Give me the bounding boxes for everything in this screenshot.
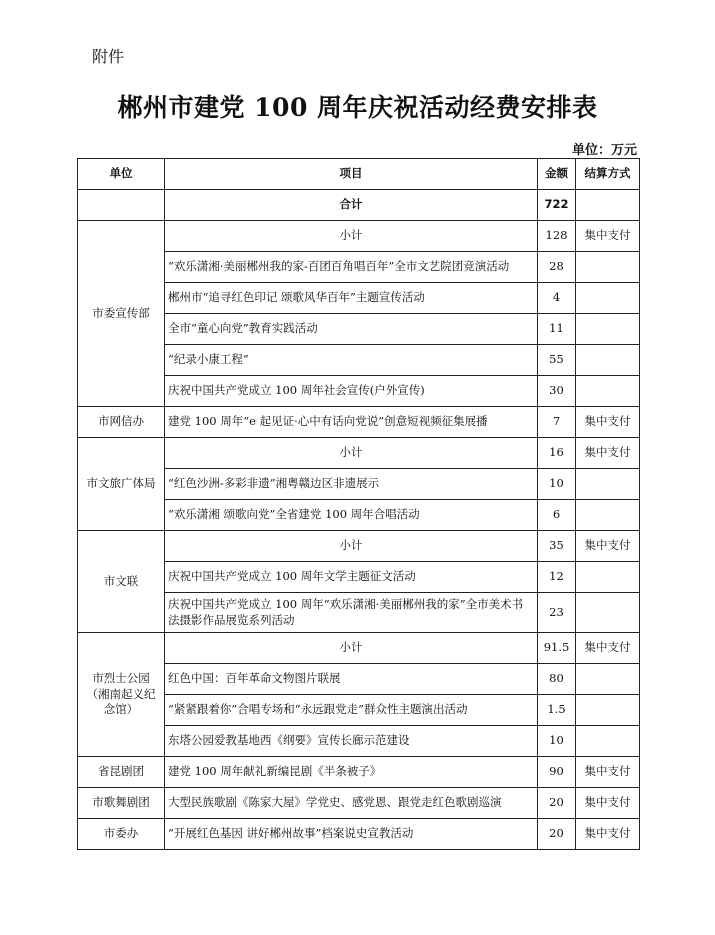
amount-cell: 6 [538, 500, 576, 531]
subtotal-amount: 16 [538, 438, 576, 469]
subtotal-amount: 91.5 [538, 633, 576, 664]
amount-cell: 7 [538, 407, 576, 438]
amount-cell: 90 [538, 757, 576, 788]
settlement-cell: 集中支付 [576, 788, 640, 819]
settlement-cell [576, 593, 640, 633]
unit-label: 单位：万元 [571, 143, 637, 158]
project-cell: 庆祝中国共产党成立 100 周年文学主题征文活动 [165, 562, 538, 593]
project-cell: 建党 100 周年“e 起见证·心中有话向党说”创意短视频征集展播 [165, 407, 538, 438]
project-cell: 庆祝中国共产党成立 100 周年社会宣传(户外宣传) [165, 376, 538, 407]
settlement-cell [576, 664, 640, 695]
project-cell: “欢乐潇湘·美丽郴州我的家-百团百角唱百年”全市文艺院团竞演活动 [165, 252, 538, 283]
dept-cell: 市委宣传部 [78, 221, 165, 407]
project-cell: 大型民族歌剧《陈家大屋》学党史、感党恩、跟党走红色歌剧巡演 [165, 788, 538, 819]
dept-cell: 市烈士公园（湘南起义纪念馆） [78, 633, 165, 757]
project-cell: “开展红色基因 讲好郴州故事”档案说史宣教活动 [165, 819, 538, 850]
amount-cell: 55 [538, 345, 576, 376]
amount-cell: 28 [538, 252, 576, 283]
subtotal-amount: 35 [538, 531, 576, 562]
subtotal-row [78, 221, 640, 252]
amount-cell: 80 [538, 664, 576, 695]
subtotal-row [78, 438, 640, 469]
settlement-cell [576, 469, 640, 500]
project-cell: 东塔公园爱教基地西《纲要》宣传长廊示范建设 [165, 726, 538, 757]
subtotal-row [78, 633, 640, 664]
header-row [78, 159, 640, 190]
attachment-label: 附件 [92, 47, 125, 66]
subtotal-label: 小计 [165, 531, 538, 562]
dept-cell: 省昆剧团 [78, 757, 165, 788]
subtotal-row [78, 531, 640, 562]
amount-cell: 10 [538, 726, 576, 757]
amount-cell: 30 [538, 376, 576, 407]
page-title: 郴州市建党 100 周年庆祝活动经费安排表 [117, 93, 598, 122]
table-row [78, 407, 640, 438]
header-project: 项目 [165, 159, 538, 190]
project-cell: 郴州市“追寻红色印记 颂歌风华百年”主题宣传活动 [165, 283, 538, 314]
dept-cell: 市网信办 [78, 407, 165, 438]
amount-cell: 20 [538, 819, 576, 850]
dept-cell: 市歌舞剧团 [78, 788, 165, 819]
settlement-cell [576, 562, 640, 593]
table-row [78, 788, 640, 819]
amount-cell: 20 [538, 788, 576, 819]
settlement-cell: 集中支付 [576, 757, 640, 788]
amount-cell: 12 [538, 562, 576, 593]
project-cell: “紧紧跟着你”合唱专场和“永远跟党走”群众性主题演出活动 [165, 695, 538, 726]
subtotal-label: 小计 [165, 438, 538, 469]
dept-cell: 市文旅广体局 [78, 438, 165, 531]
dept-cell: 市委办 [78, 819, 165, 850]
amount-cell: 1.5 [538, 695, 576, 726]
project-cell: “欢乐潇湘 颂歌向党”全省建党 100 周年合唱活动 [165, 500, 538, 531]
project-cell: 红色中国：百年革命文物图片联展 [165, 664, 538, 695]
subtotal-settlement: 集中支付 [576, 633, 640, 664]
settlement-cell [576, 726, 640, 757]
subtotal-label: 小计 [165, 633, 538, 664]
table-body [78, 190, 640, 850]
settlement-cell [576, 283, 640, 314]
subtotal-settlement: 集中支付 [576, 531, 640, 562]
settlement-cell [576, 345, 640, 376]
project-cell: “红色沙洲-多彩非遗”湘粤赣边区非遗展示 [165, 469, 538, 500]
total-row [78, 190, 640, 221]
project-cell: 建党 100 周年献礼新编昆剧《半条被子》 [165, 757, 538, 788]
settlement-cell [576, 252, 640, 283]
settlement-cell: 集中支付 [576, 407, 640, 438]
project-cell: “纪录小康工程” [165, 345, 538, 376]
amount-cell: 10 [538, 469, 576, 500]
amount-cell: 4 [538, 283, 576, 314]
table-row [78, 819, 640, 850]
header-settlement: 结算方式 [576, 159, 640, 190]
subtotal-amount: 128 [538, 221, 576, 252]
amount-cell: 11 [538, 314, 576, 345]
settlement-cell [576, 695, 640, 726]
project-cell: 全市“童心向党”教育实践活动 [165, 314, 538, 345]
total-label: 合计 [165, 190, 538, 221]
table-row [78, 757, 640, 788]
dept-cell: 市文联 [78, 531, 165, 633]
settlement-cell [576, 500, 640, 531]
amount-cell: 23 [538, 593, 576, 633]
subtotal-settlement: 集中支付 [576, 438, 640, 469]
settlement-cell [576, 314, 640, 345]
project-cell: 庆祝中国共产党成立 100 周年“欢乐潇湘·美丽郴州我的家”全市美术书法摄影作品展览系列活动 [165, 593, 538, 633]
subtotal-settlement: 集中支付 [576, 221, 640, 252]
subtotal-label: 小计 [165, 221, 538, 252]
total-amount: 722 [538, 190, 576, 221]
total-settlement-cell [576, 190, 640, 221]
budget-table [77, 158, 640, 850]
total-dept-cell [78, 190, 165, 221]
header-dept: 单位 [78, 159, 165, 190]
settlement-cell [576, 376, 640, 407]
header-amount: 金额 [538, 159, 576, 190]
settlement-cell: 集中支付 [576, 819, 640, 850]
